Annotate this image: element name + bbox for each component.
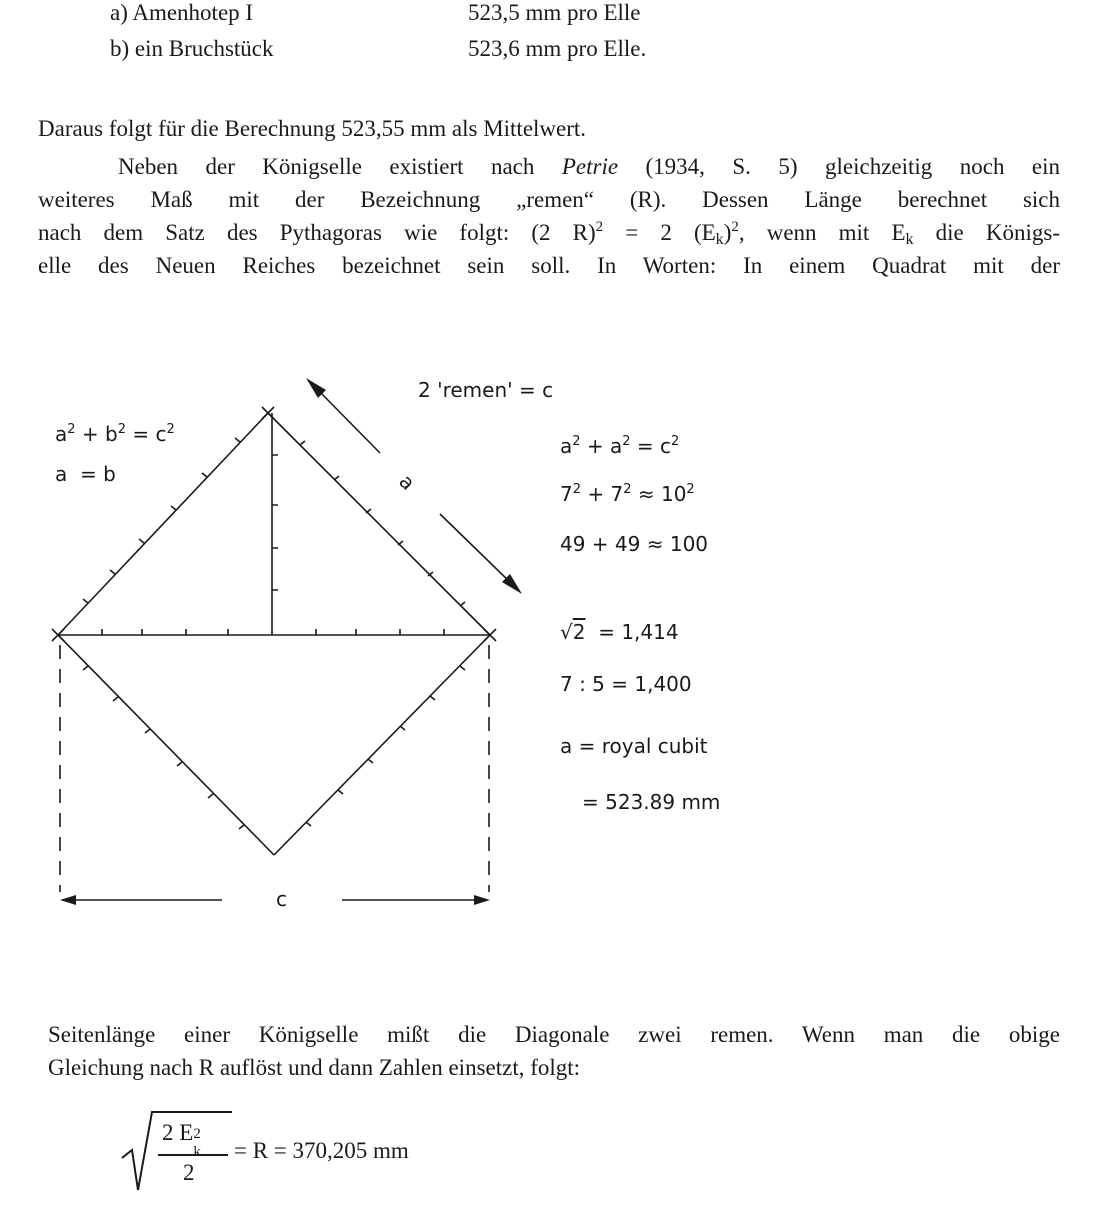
paragraph-diagonal-line2: Gleichung nach R auflöst und dann Zahlen einsetzt, folgt: — [48, 1055, 581, 1080]
diagram-left-formula: $a^2 + b^2 = c^2$ — [55, 422, 175, 446]
formula-a-squared: $a^2 + a^2 = c^2$ — [560, 434, 680, 458]
measurement-label-a: a) Amenhotep I — [110, 0, 254, 25]
paragraph-remen-line2: weiteres Maß mit der Bezeichnung „remen“ (R). Dessen Länge berechnet sich — [38, 187, 1060, 212]
paragraph-remen-line1: Neben der Königselle existiert nach Petrie (1934, S. 5) gleichzeitig noch ein — [118, 154, 1061, 179]
measurement-label-b: b) ein Bruchstück — [110, 36, 274, 61]
formula-royal-cubit: a = royal cubit — [560, 734, 708, 758]
equation-result: = R = 370,205 mm — [234, 1138, 409, 1163]
author-petrie: Petrie — [561, 154, 619, 179]
paragraph-remen-line4: elle des Neuen Reiches bezeichnet sein soll. In Worten: In einem Quadrat mit der — [38, 253, 1060, 278]
paragraph-mean-value: Daraus folgt für die Berechnung 523,55 mm als Mittelwert. — [38, 116, 587, 141]
equation-numerator: 2 E 2 k — [162, 1120, 201, 1160]
measurement-value-b: 523,6 mm pro Elle. — [468, 36, 647, 61]
paragraph-diagonal-line1: Seitenlänge einer Königselle mißt die Diagonale zwei remen. Wenn man die obige — [48, 1022, 1060, 1047]
measurement-value-a: 523,5 mm pro Elle — [468, 0, 641, 25]
diagram-bottom-label: c — [276, 887, 287, 911]
formula-seven-squared: $7^2 + 7^2 \approx 10^2$ — [560, 482, 695, 506]
diagram-side-label: a — [394, 469, 420, 495]
formula-numeric: 49 + 49 ≈ 100 — [560, 532, 709, 556]
formula-ratio: 7 : 5 = 1,400 — [560, 672, 692, 696]
paragraph-remen-line3: nach dem Satz des Pythagoras wie folgt: (2 R)$^2$ = 2 $(E_k)^2$, wenn mit $E_k$ die Königs- — [38, 219, 1060, 249]
diagram-top-label: 2 'remen' = c — [418, 378, 554, 402]
formula-sqrt2: √2 = 1,414 — [560, 620, 679, 644]
equation-denominator: 2 — [183, 1160, 195, 1185]
diagram-left-equality: a = b — [55, 462, 116, 486]
formula-cubit-value: = 523.89 mm — [582, 790, 721, 814]
